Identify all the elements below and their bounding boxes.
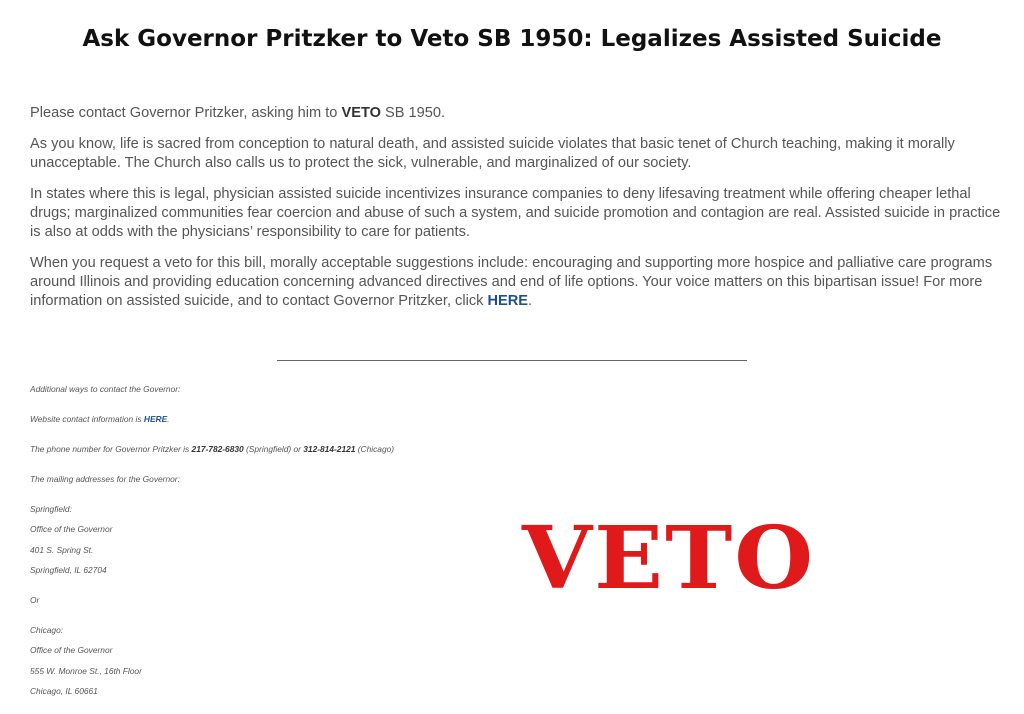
or-separator: Or	[30, 595, 40, 605]
veto-emphasis: VETO	[341, 105, 381, 121]
chicago-line1: Office of the Governor	[30, 645, 113, 655]
chicago-line3: Chicago, IL 60661	[30, 686, 98, 696]
chicago-label: Chicago:	[30, 625, 64, 635]
springfield-line1: Office of the Governor	[30, 524, 113, 534]
divider	[277, 360, 747, 361]
phone-numbers: The phone number for Governor Pritzker is 217-782-6830 (Springfield) or 312-814-2121 (Chicago)	[30, 444, 395, 454]
phone-chicago: 312-814-2121	[303, 444, 356, 454]
veto-graphic: VETO	[522, 508, 816, 609]
page-title: Ask Governor Pritzker to Veto SB 1950: Legalizes Assisted Suicide	[82, 26, 942, 52]
phone-springfield: 217-782-6830	[191, 444, 244, 454]
springfield-line3: Springfield, IL 62704	[30, 565, 107, 575]
chicago-line2: 555 W. Monroe St., 16th Floor	[30, 666, 142, 676]
paragraph-states: In states where this is legal, physician assisted suicide incentivizes insurance companies to deny lifesaving treatment while offering cheaper lethal drugs; marginalized communities fear coercion and abuse of such a system, and suicide promotion and contagion are real. Assisted suicide in practice is also at odds with the physicians’ responsibility to care for patients.	[30, 186, 1001, 240]
springfield-line2: 401 S. Spring St.	[30, 545, 94, 555]
contact-heading: Additional ways to contact the Governor:	[30, 384, 181, 394]
website-contact: Website contact information is HERE.	[30, 414, 170, 424]
paragraph-request: When you request a veto for this bill, morally acceptable suggestions include: encouraging and supporting more hospice and palliative care programs around Illinois and providing education concerning advanced directives and end of life options. Your voice matters on this bipartisan issue! For more information on assisted suicide, and to contact Governor Pritzker, click HERE.	[30, 255, 993, 309]
springfield-label: Springfield:	[30, 504, 72, 514]
paragraph-sacred-life: As you know, life is sacred from conception to natural death, and assisted suicide violates that basic tenet of Church teaching, making it morally unacceptable. The Church also calls us to protect the sick, vulnerable, and marginalized of our society.	[30, 136, 955, 171]
intro-paragraph: Please contact Governor Pritzker, asking him to VETO SB 1950.	[30, 105, 446, 121]
article-body	[30, 104, 1005, 323]
website-contact-link[interactable]: HERE	[143, 414, 168, 424]
more-info-link[interactable]: HERE	[487, 293, 529, 309]
mailing-heading: The mailing addresses for the Governor:	[30, 474, 180, 484]
